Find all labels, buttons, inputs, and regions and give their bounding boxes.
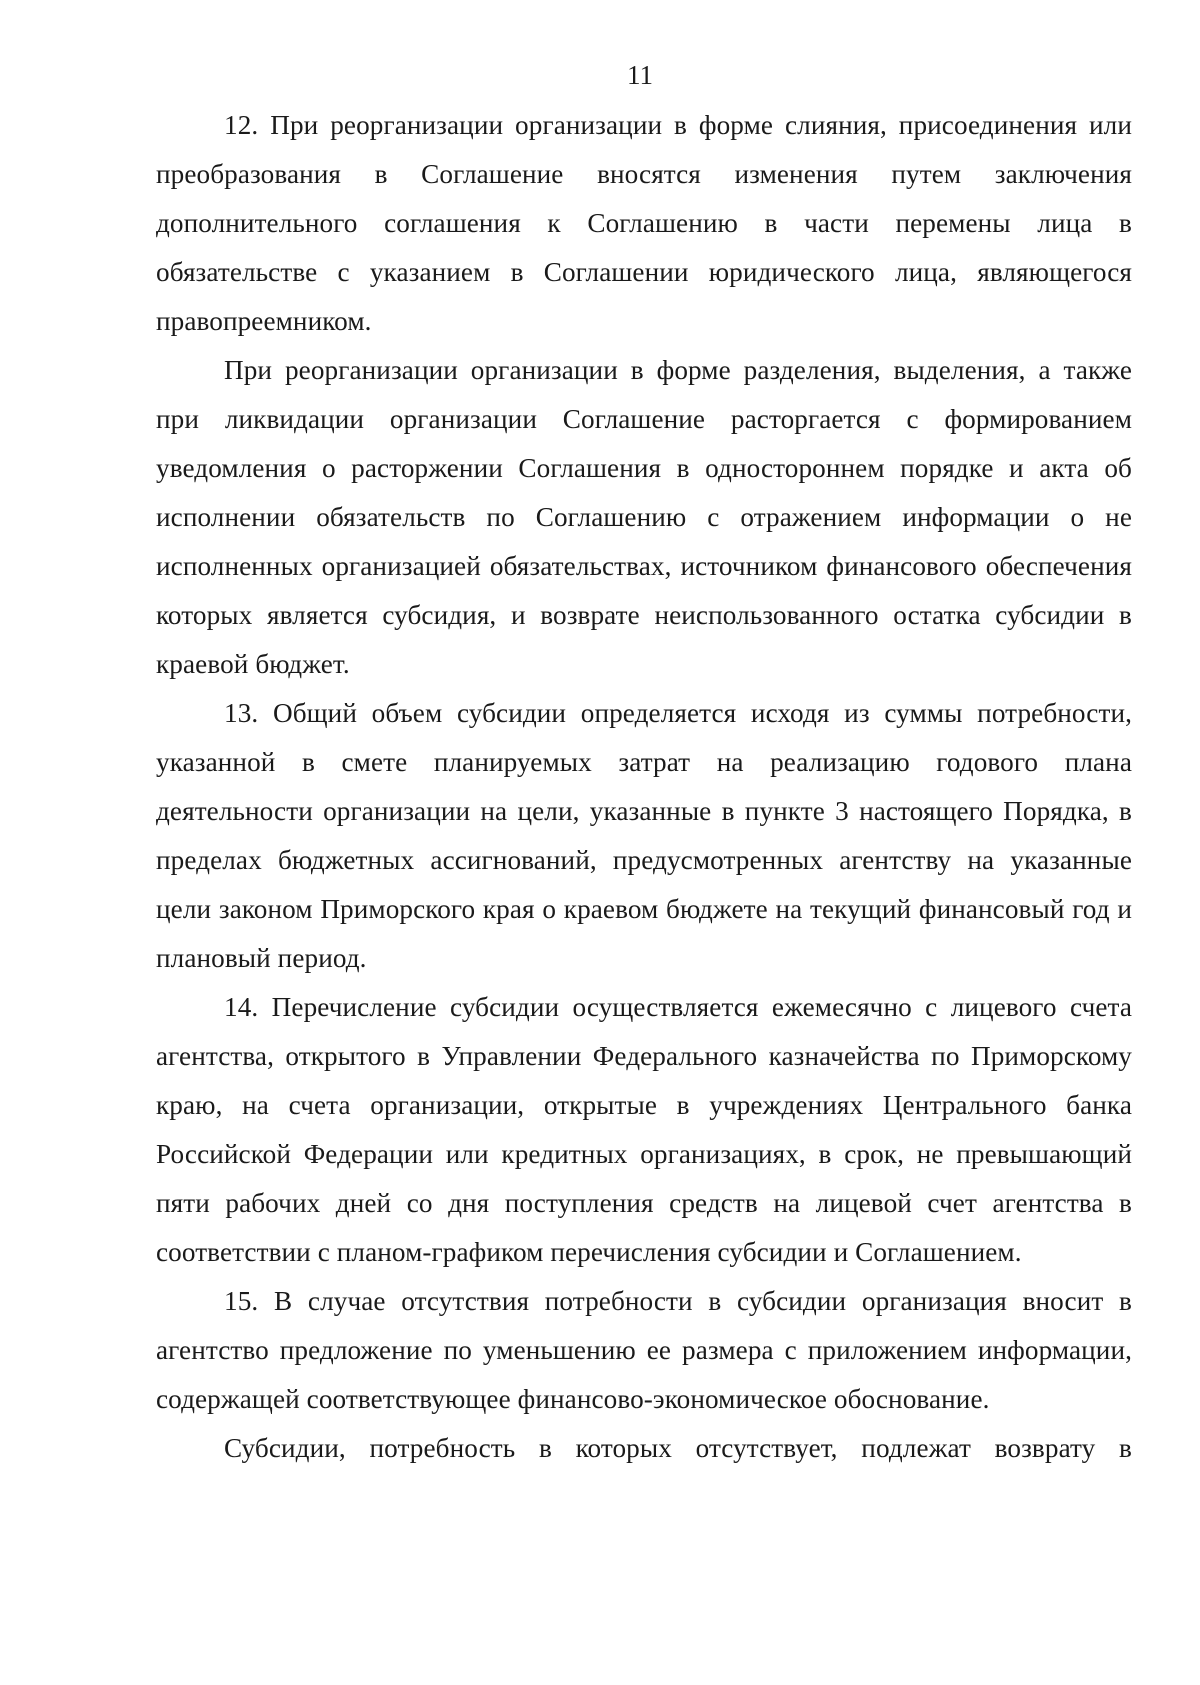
paragraph-12: 12. При реорганизации организации в форме слияния, присоединения или преобразования в Соглашение вносятся изменения путем заключения дополнительного соглашения к Соглашению в части перемены лица в обязательстве с указанием в Соглашении юридического лица, являющегося правопреемником.: [156, 110, 1132, 336]
paragraph-subsidies-return: Субсидии, потребность в которых отсутствует, подлежат возврату в: [224, 1433, 1132, 1463]
document-body: [156, 101, 1132, 1473]
paragraph-15: 15. В случае отсутствия потребности в субсидии организация вносит в агентство предложение по уменьшению ее размера с приложением информации, содержащей соответствующее финансово-экономическое обоснование.: [156, 1286, 1132, 1414]
paragraph-reorganization-division: При реорганизации организации в форме разделения, выделения, а также при ликвидации организации Соглашение расторгается с формированием уведомления о расторжении Соглашения в одностороннем порядке и акта об исполнении обязательств по Соглашению с отражением информации о не исполненных организацией обязательствах, источником финансового обеспечения которых является субсидия, и возврате неиспользованного остатка субсидии в краевой бюджет.: [156, 355, 1132, 679]
page-number: 11: [627, 60, 653, 90]
paragraph-13: 13. Общий объем субсидии определяется исходя из суммы потребности, указанной в смете планируемых затрат на реализацию годового плана деятельности организации на цели, указанные в пункте 3 настоящего Порядка, в пределах бюджетных ассигнований, предусмотренных агентству на указанные цели законом Приморского края о краевом бюджете на текущий финансовый год и плановый период.: [156, 698, 1132, 973]
paragraph-14: 14. Перечисление субсидии осуществляется ежемесячно с лицевого счета агентства, открытого в Управлении Федерального казначейства по Приморскому краю, на счета организации, открытые в учреждениях Центрального банка Российской Федерации или кредитных организациях, в срок, не превышающий пяти рабочих дней со дня поступления средств на лицевой счет агентства в соответствии с планом-графиком перечисления субсидии и Соглашением.: [156, 992, 1132, 1267]
